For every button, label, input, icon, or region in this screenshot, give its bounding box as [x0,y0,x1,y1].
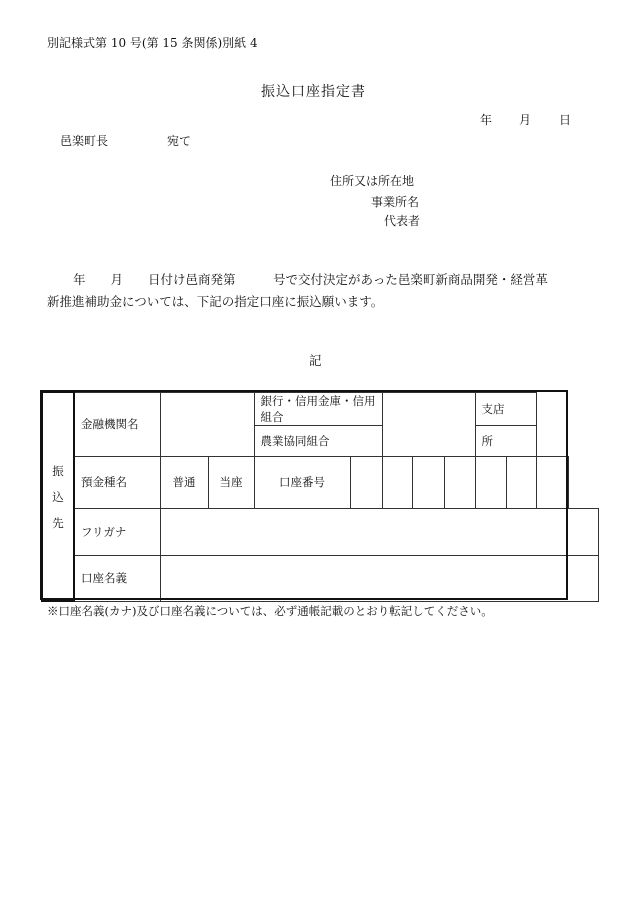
account-digit-4[interactable] [444,456,475,508]
form-reference: 別記様式第 10 号(第 15 条関係)別紙 4 [47,36,258,50]
request-body-line1: 年 月 日付け邑商発第 号で交付決定があった邑楽町新商品開発・経営革 [73,272,548,287]
account-name-label: 口座名義 [74,555,160,601]
account-digit-5[interactable] [475,456,506,508]
request-body [47,269,592,313]
account-digit-6[interactable] [506,456,536,508]
office-label: 事業所名 [371,195,420,209]
account-digit-7[interactable] [536,456,568,508]
date-month: 月 [519,113,532,127]
furigana-label: フリガナ [74,508,160,555]
institution-name-cell[interactable] [160,392,254,456]
furigana-field[interactable] [160,508,598,555]
addressee-name: 邑楽町長 [60,134,109,148]
agri-coop-label: 農業協同組合 [254,425,382,456]
account-digit-2[interactable] [382,456,412,508]
addressee-suffix: 宛て [167,134,192,148]
account-digit-3[interactable] [412,456,444,508]
bank-types-label: 銀行・信用金庫・信用組合 [254,392,382,425]
date-day: 日 [559,113,572,127]
account-number-label: 口座番号 [254,456,350,508]
transfer-destination-label: 振 込 先 [42,392,74,601]
branch-label: 支店 [475,392,536,425]
deposit-type-label: 預金種名 [74,456,160,508]
office-label-cell: 所 [475,425,536,456]
institution-label: 金融機関名 [74,392,160,456]
account-name-field[interactable] [160,555,598,601]
branch-name-cell[interactable] [382,392,475,456]
bank-account-table [41,391,599,602]
account-digit-1[interactable] [350,456,382,508]
address-label: 住所又は所在地 [330,174,415,188]
request-body-line2: 新推進補助金については、下記の指定口座に振込願います。 [47,294,384,309]
representative-label: 代表者 [384,214,421,228]
ki-heading: 記 [309,353,322,368]
deposit-ordinary-option[interactable]: 普通 [160,456,208,508]
deposit-current-option[interactable]: 当座 [208,456,254,508]
date-year: 年 [480,113,493,127]
document-title: 振込口座指定書 [261,84,366,100]
footnote: ※口座名義(カナ)及び口座名義については、必ず通帳記載のとおり転記してください。 [47,604,493,618]
